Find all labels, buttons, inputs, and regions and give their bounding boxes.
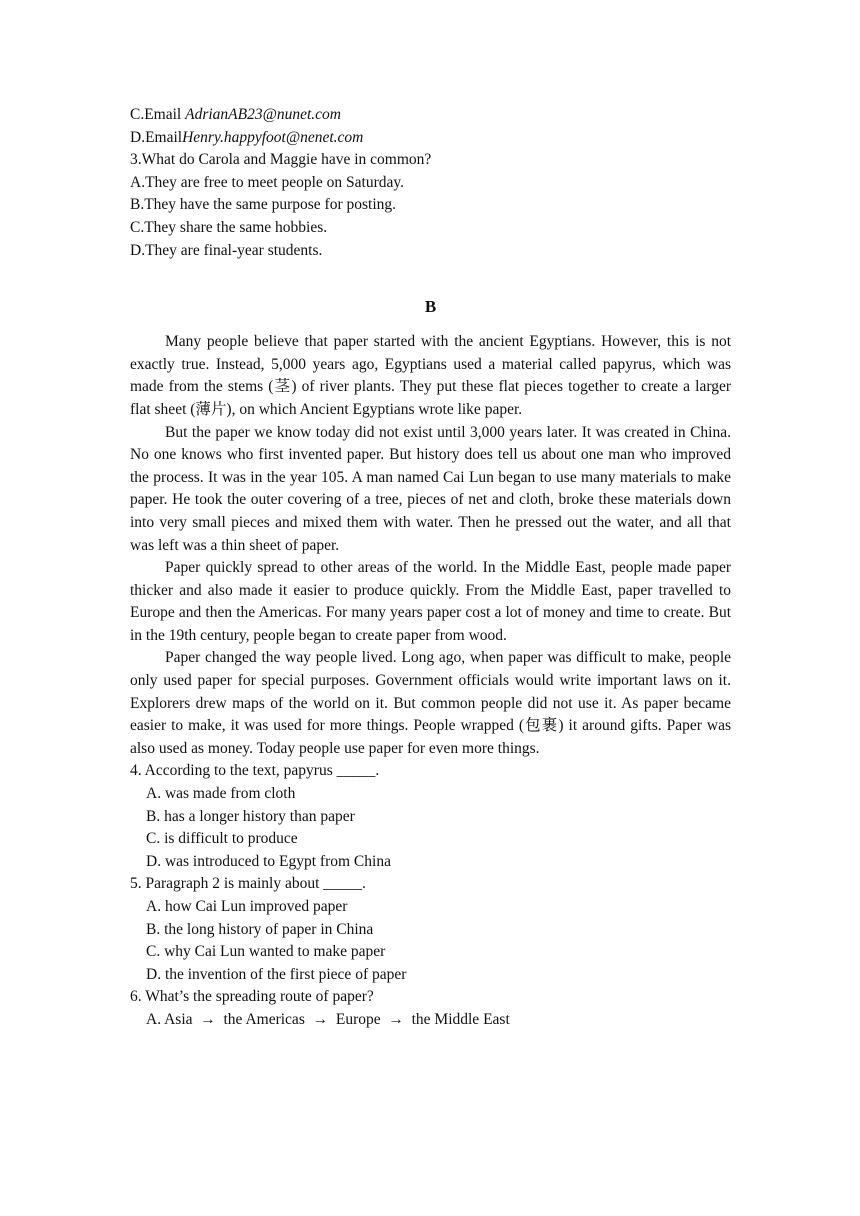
q4-option-a: A. was made from cloth [146, 785, 296, 803]
q3-option-d: D.They are final-year students. [130, 241, 323, 259]
q5-option-b: B. the long history of paper in China [146, 920, 374, 938]
paragraph-3: Paper quickly spread to other areas of the world. In the Middle East, people made paper thicker and also made it easier to produce quickly. From the Middle East, paper travelled to Europe and then the Americas. For many years paper cost a lot of money and time to create. But in the 19th century, people began to create paper from wood. [130, 559, 731, 644]
q6-option-a: A. Asia → the Americas → Europe → the Middle East [146, 1010, 510, 1028]
paragraph-4: Paper changed the way people lived. Long ago, when paper was difficult to make, people only used paper for special purposes. Government officials would write important laws on it. Explorers drew maps of the world on it. But common people did not use it. As paper became easier to make, it was used for more things. People wrapped (包裹) it around gifts. Paper was also used as money. Today people use paper for even more things. [130, 649, 731, 757]
option-d-email-address: Henry.happyfoot@nenet.com [182, 128, 364, 146]
q3-option-b: B.They have the same purpose for posting. [130, 196, 397, 214]
q3-option-c: C.They share the same hobbies. [130, 218, 328, 236]
option-c-label: C.Email [130, 106, 186, 123]
question-5: 5. Paragraph 2 is mainly about _____. [130, 875, 366, 893]
option-d-email [130, 127, 731, 150]
document-page [130, 104, 731, 1032]
q4-option-d: D. was introduced to Egypt from China [146, 852, 391, 870]
q4-option-b: B. has a longer history than paper [146, 807, 355, 825]
section-gap [130, 262, 731, 296]
q4-option-c: C. is difficult to produce [146, 830, 298, 848]
question-4: 4. According to the text, papyrus _____. [130, 762, 380, 780]
paragraph-1: Many people believe that paper started with the ancient Egyptians. However, this is not exactly true. Instead, 5,000 years ago, Egyptians used a material called papyrus, which was made from the stems (茎) of river plants. They put these flat pieces together to create a larger flat sheet (薄片), on which Ancient Egyptians wrote like paper. [130, 333, 731, 418]
question-3: 3.What do Carola and Maggie have in common? [130, 151, 432, 169]
q3-option-a: A.They are free to meet people on Saturday. [130, 173, 405, 191]
question-6: 6. What’s the spreading route of paper? [130, 988, 374, 1006]
option-c-email-address: AdrianAB23@nunet.com [185, 106, 341, 123]
option-c-email [130, 104, 731, 127]
option-d-label: D.Email [130, 128, 183, 146]
q5-option-a: A. how Cai Lun improved paper [146, 898, 348, 915]
section-heading: B [424, 297, 437, 317]
q5-option-d: D. the invention of the first piece of paper [146, 965, 407, 983]
q5-option-c: C. why Cai Lun wanted to make paper [146, 943, 386, 961]
paragraph-2: But the paper we know today did not exist until 3,000 years later. It was created in China. No one knows who first invented paper. But history does tell us about one man who improved the process. It was in the year 105. A man named Cai Lun began to use many materials to make paper. He took the outer covering of a tree, pieces of net and cloth, broke these materials down into very small pieces and mixed them with water. Then he pressed out the water, and all that was left was a thin sheet of paper. [130, 423, 731, 554]
